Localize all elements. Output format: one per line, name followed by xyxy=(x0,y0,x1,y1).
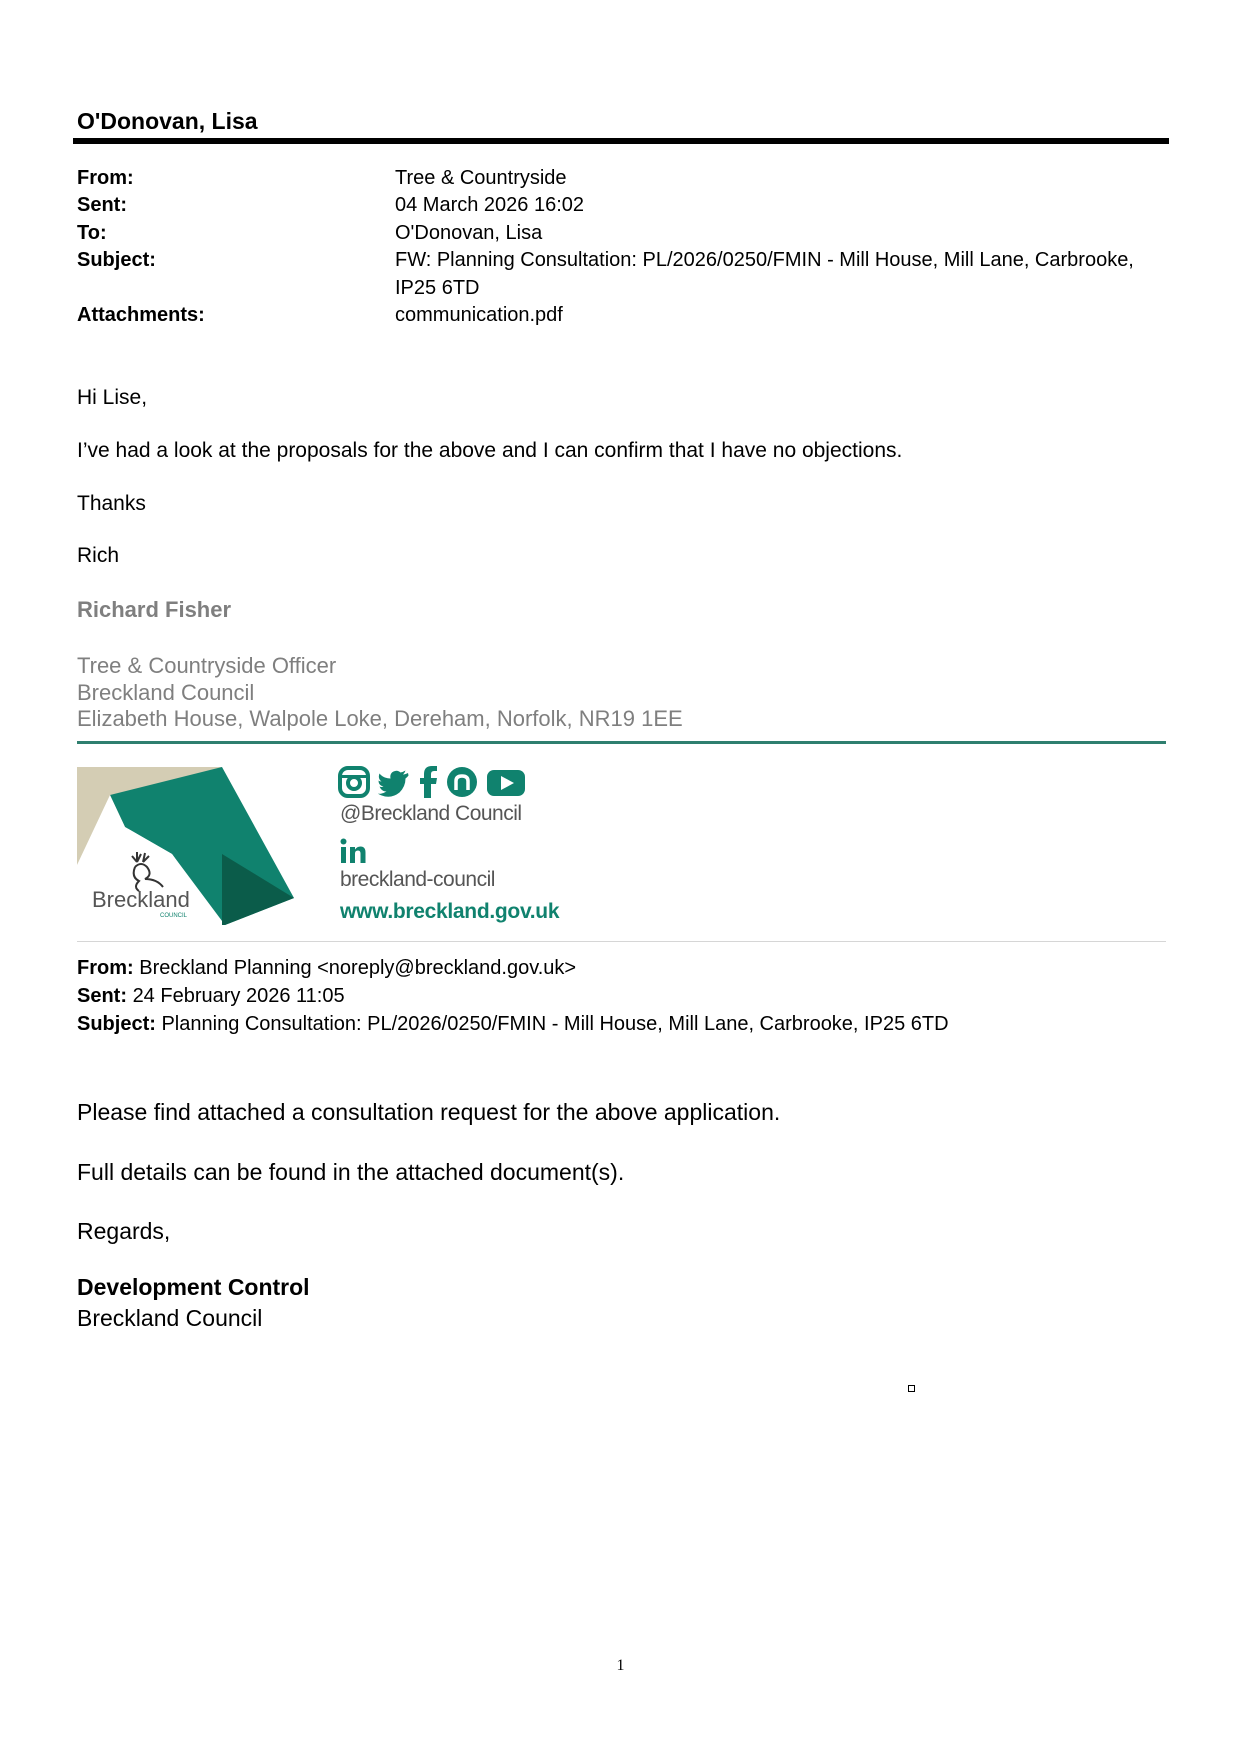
subject-value-line2: IP25 6TD xyxy=(395,277,480,299)
signoff: Rich xyxy=(77,544,120,567)
forwarded-from-label: From: xyxy=(77,957,134,979)
subject-value-line1: FW: Planning Consultation: PL/2026/0250/FMIN - Mill House, Mill Lane, Carbrooke, xyxy=(395,249,1134,271)
logo-subtext: COUNCIL xyxy=(160,913,188,919)
sent-label: Sent: xyxy=(77,194,127,216)
linkedin-handle: breckland-council xyxy=(340,868,495,891)
teal-divider xyxy=(77,741,1166,744)
signature-address: Elizabeth House, Walpole Loke, Dereham, Norfolk, NR19 1EE xyxy=(77,706,683,731)
small-marker xyxy=(908,1385,915,1392)
forwarded-from-row xyxy=(77,956,576,980)
to-label: To: xyxy=(77,222,107,244)
subject-label: Subject: xyxy=(77,249,156,271)
to-value: O'Donovan, Lisa xyxy=(395,222,543,244)
attachments-label: Attachments: xyxy=(77,304,205,326)
social-handle: @Breckland Council xyxy=(340,802,522,825)
website-link[interactable]: www.breckland.gov.uk xyxy=(340,900,560,923)
signature-role: Tree & Countryside Officer xyxy=(77,653,337,678)
forwarded-subject-label: Subject: xyxy=(77,1013,156,1035)
breckland-logo xyxy=(77,767,294,925)
instagram-icon[interactable] xyxy=(338,766,370,798)
thanks: Thanks xyxy=(77,492,146,515)
social-icons xyxy=(338,766,526,798)
forwarded-sent-value: 24 February 2026 11:05 xyxy=(132,985,345,1007)
from-value: Tree & Countryside xyxy=(395,167,567,189)
page-number: 1 xyxy=(616,1657,625,1674)
facebook-icon[interactable] xyxy=(418,766,438,798)
reply-body: I’ve had a look at the proposals for the above and I can confirm that I have no objections. xyxy=(77,439,903,462)
forwarded-subject-value: Planning Consultation: PL/2026/0250/FMIN - Mill House, Mill Lane, Carbrooke, IP25 6TD xyxy=(161,1013,949,1035)
linkedin-icon[interactable] xyxy=(340,838,366,864)
youtube-icon[interactable] xyxy=(486,766,526,798)
original-line-1: Please find attached a consultation request for the above application. xyxy=(77,1099,781,1125)
greeting: Hi Lise, xyxy=(77,386,148,409)
original-regards: Regards, xyxy=(77,1218,171,1244)
signature-organisation: Breckland Council xyxy=(77,680,255,705)
twitter-icon[interactable] xyxy=(378,766,410,798)
sent-value: 04 March 2026 16:02 xyxy=(395,194,585,216)
forwarded-sent-label: Sent: xyxy=(77,985,127,1007)
attachment-link[interactable]: communication.pdf xyxy=(395,304,563,326)
department-name: Development Control xyxy=(77,1274,310,1300)
forwarded-subject-row xyxy=(77,1012,949,1036)
title-rule xyxy=(73,138,1169,144)
nextdoor-icon[interactable] xyxy=(446,766,478,798)
logo-wordmark: Breckland xyxy=(92,887,190,912)
signature-name: Richard Fisher xyxy=(77,597,232,622)
from-label: From: xyxy=(77,167,134,189)
department-organisation: Breckland Council xyxy=(77,1305,263,1331)
page-title: O'Donovan, Lisa xyxy=(77,108,258,134)
grey-divider xyxy=(77,941,1166,942)
forwarded-from-value: Breckland Planning <noreply@breckland.gov.uk> xyxy=(139,957,577,979)
forwarded-sent-row xyxy=(77,984,345,1008)
original-line-2: Full details can be found in the attached document(s). xyxy=(77,1159,625,1185)
